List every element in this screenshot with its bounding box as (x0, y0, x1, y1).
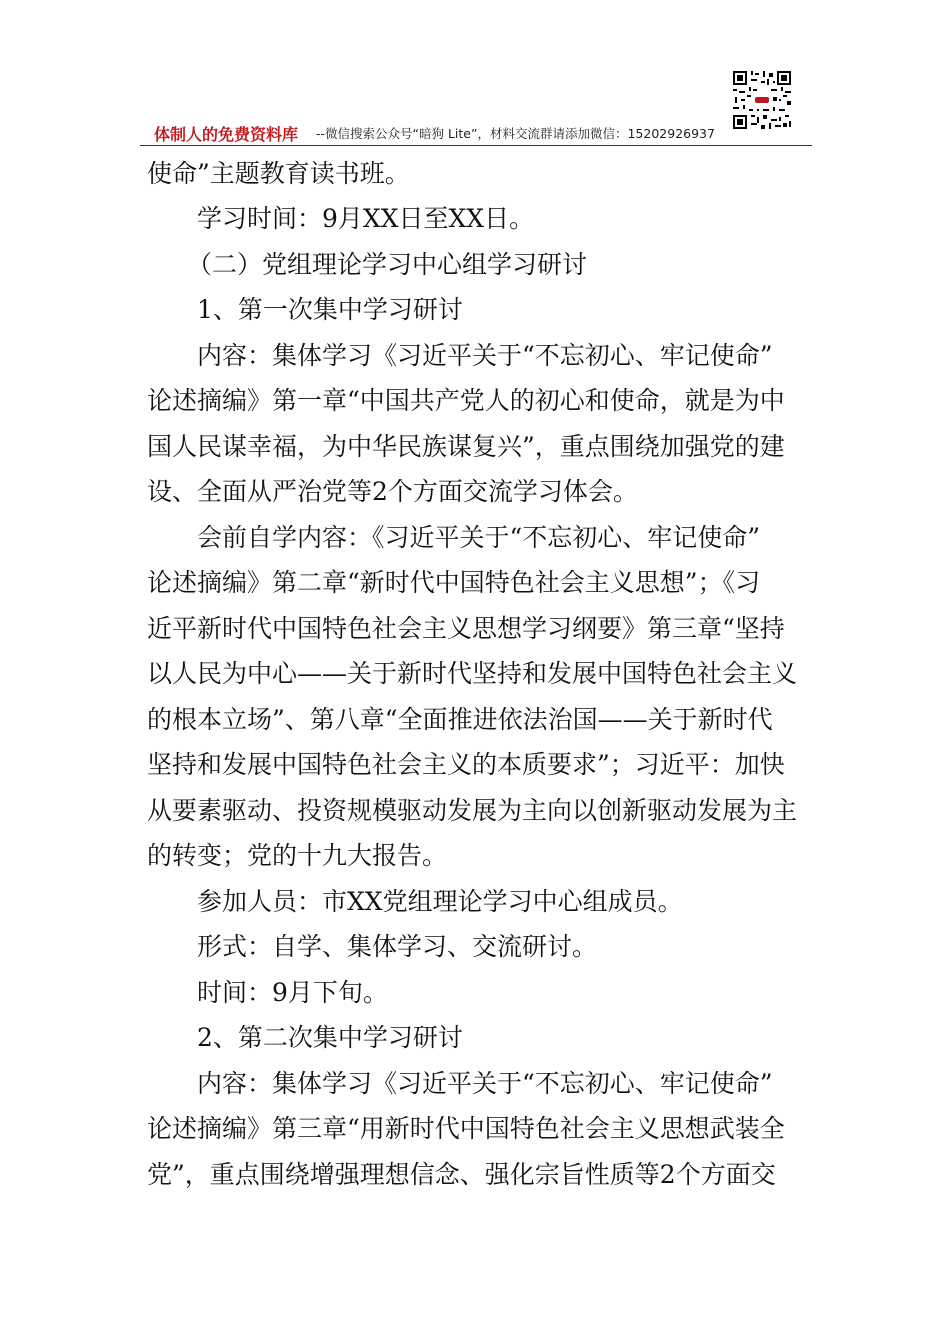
subsection-heading: 1、第一次集中学习研讨 (197, 295, 463, 324)
text-line: 使命”主题教育读书班。 (147, 159, 410, 188)
text-line: 论述摘编》第二章“新时代中国特色社会主义思想”；《习 (147, 568, 761, 597)
header-brand: 体制人的免费资料库 (154, 125, 299, 144)
text-line: 的根本立场”、第八章“全面推进依法治国——关于新时代 (147, 705, 773, 734)
text-line: 形式：自学、集体学习、交流研讨。 (197, 932, 598, 961)
text-line: 内容：集体学习《习近平关于“不忘初心、牢记使命” (197, 1069, 773, 1098)
text-line: 以人民为中心——关于新时代坚持和发展中国特色社会主义 (147, 659, 798, 688)
section-heading: （二）党组理论学习中心组学习研讨 (187, 250, 588, 279)
text-line: 的转变；党的十九大报告。 (147, 841, 448, 870)
text-line: 会前自学内容：《习近平关于“不忘初心、牢记使命” (197, 523, 761, 552)
text-line: 从要素驱动、投资规模驱动发展为主向以创新驱动发展为主 (147, 796, 798, 825)
header-note: --微信搜索公众号“暗狗 Lite”，材料交流群请添加微信：15202926937 (316, 126, 715, 141)
text-line: 参加人员：市XX党组理论学习中心组成员。 (197, 887, 683, 916)
text-line: 国人民谋幸福，为中华民族谋复兴”，重点围绕加强党的建 (147, 432, 785, 461)
text-line: 学习时间：9月XX日至XX日。 (197, 204, 535, 233)
text-line: 党”，重点围绕增强理想信念、强化宗旨性质等2个方面交 (147, 1160, 776, 1189)
text-line: 设、全面从严治党等2个方面交流学习体会。 (147, 477, 638, 506)
text-line: 论述摘编》第一章“中国共产党人的初心和使命，就是为中 (147, 386, 785, 415)
text-line: 内容：集体学习《习近平关于“不忘初心、牢记使命” (197, 341, 773, 370)
page-header (140, 118, 812, 146)
subsection-heading: 2、第二次集中学习研讨 (197, 1023, 463, 1052)
text-line: 时间：9月下旬。 (197, 978, 388, 1007)
qr-code-icon (733, 71, 791, 129)
header-divider (140, 145, 812, 146)
text-line: 近平新时代中国特色社会主义思想学习纲要》第三章“坚持 (147, 614, 785, 643)
text-line: 论述摘编》第三章“用新时代中国特色社会主义思想武装全 (147, 1114, 785, 1143)
text-line: 坚持和发展中国特色社会主义的本质要求”；习近平：加快 (147, 750, 785, 779)
